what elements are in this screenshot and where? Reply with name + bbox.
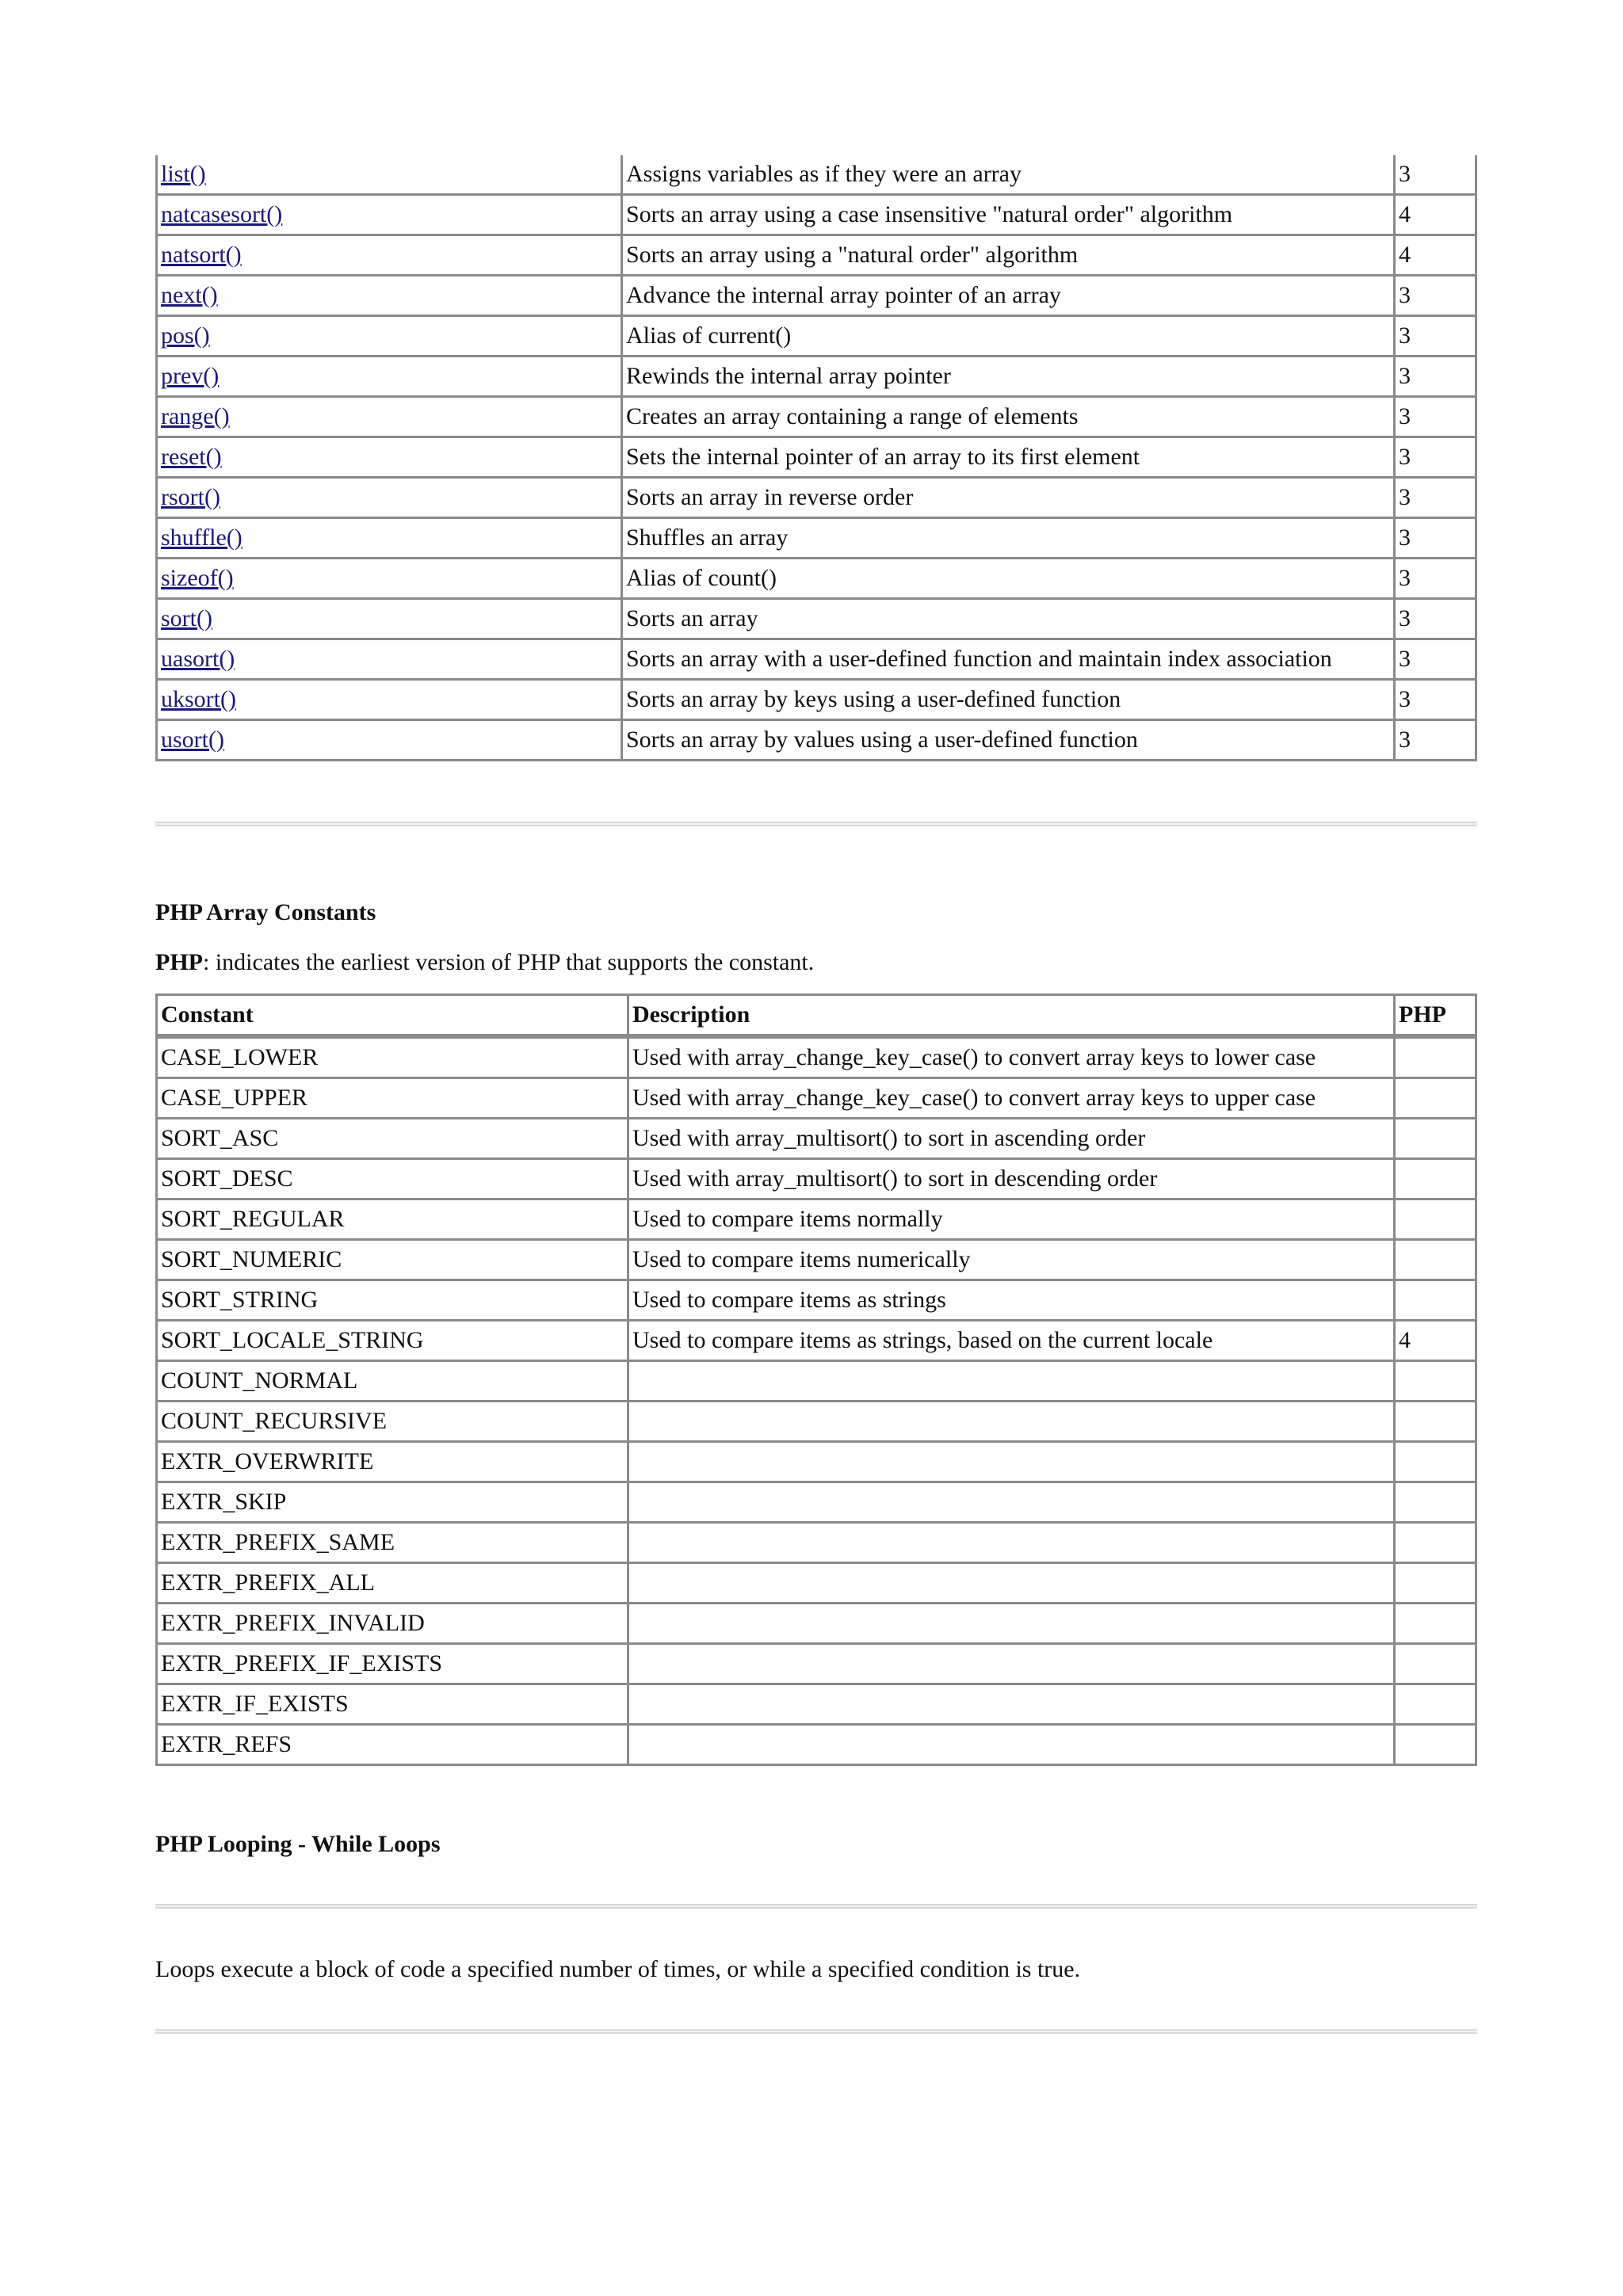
constant-name: EXTR_IF_EXISTS bbox=[155, 1685, 629, 1726]
constant-php-version bbox=[1396, 1036, 1477, 1079]
constant-php-version bbox=[1396, 1200, 1477, 1241]
constant-php-version bbox=[1396, 1685, 1477, 1726]
constant-row bbox=[155, 1726, 1477, 1766]
constant-description bbox=[629, 1402, 1396, 1443]
function-description: Sorts an array using a "natural order" algorithm bbox=[623, 236, 1396, 277]
constant-row bbox=[155, 1119, 1477, 1160]
function-description: Shuffles an array bbox=[623, 519, 1396, 559]
horizontal-rule bbox=[155, 2029, 1477, 2034]
constant-description: Used to compare items normally bbox=[629, 1200, 1396, 1241]
constant-php-version bbox=[1396, 1564, 1477, 1604]
constant-php-version bbox=[1396, 1281, 1477, 1322]
function-link[interactable]: sizeof() bbox=[161, 565, 234, 591]
constant-description: Used with array_multisort() to sort in ascending order bbox=[629, 1119, 1396, 1160]
function-name-cell bbox=[155, 196, 623, 236]
page-content bbox=[155, 155, 1477, 2034]
constant-php-version bbox=[1396, 1604, 1477, 1645]
constant-row bbox=[155, 1645, 1477, 1685]
constants-header-description: Description bbox=[629, 994, 1396, 1036]
constant-row bbox=[155, 1160, 1477, 1200]
constant-name: SORT_REGULAR bbox=[155, 1200, 629, 1241]
function-php-version: 3 bbox=[1396, 357, 1477, 398]
function-name-cell bbox=[155, 479, 623, 519]
function-row bbox=[155, 559, 1477, 600]
constant-php-version bbox=[1396, 1726, 1477, 1766]
function-name-cell bbox=[155, 236, 623, 277]
function-name-cell bbox=[155, 559, 623, 600]
constant-row bbox=[155, 1564, 1477, 1604]
constant-description bbox=[629, 1564, 1396, 1604]
constant-row bbox=[155, 1524, 1477, 1564]
function-row bbox=[155, 236, 1477, 277]
function-link[interactable]: uksort() bbox=[161, 686, 236, 712]
function-name-cell bbox=[155, 357, 623, 398]
constant-name: EXTR_SKIP bbox=[155, 1483, 629, 1524]
function-name-cell bbox=[155, 519, 623, 559]
function-name-cell bbox=[155, 721, 623, 761]
constant-description bbox=[629, 1483, 1396, 1524]
constant-name: EXTR_PREFIX_IF_EXISTS bbox=[155, 1645, 629, 1685]
constant-description: Used to compare items as strings, based on the current locale bbox=[629, 1322, 1396, 1362]
constant-php-version bbox=[1396, 1483, 1477, 1524]
function-description: Alias of count() bbox=[623, 559, 1396, 600]
function-link[interactable]: usort() bbox=[161, 727, 224, 753]
looping-heading: PHP Looping - While Loops bbox=[155, 1831, 441, 1857]
function-description: Alias of current() bbox=[623, 317, 1396, 357]
function-row bbox=[155, 519, 1477, 559]
function-php-version: 3 bbox=[1396, 277, 1477, 317]
constant-name: CASE_LOWER bbox=[155, 1036, 629, 1079]
function-description: Sorts an array by keys using a user-defined function bbox=[623, 681, 1396, 721]
function-php-version: 3 bbox=[1396, 479, 1477, 519]
function-description: Sorts an array by values using a user-defined function bbox=[623, 721, 1396, 761]
function-description: Sorts an array with a user-defined function and maintain index association bbox=[623, 640, 1396, 681]
function-name-cell bbox=[155, 600, 623, 640]
function-php-version: 3 bbox=[1396, 640, 1477, 681]
function-row bbox=[155, 438, 1477, 479]
constant-row bbox=[155, 1036, 1477, 1079]
function-link[interactable]: sort() bbox=[161, 605, 212, 631]
constant-row bbox=[155, 1241, 1477, 1281]
constant-description: Used with array_change_key_case() to convert array keys to lower case bbox=[629, 1036, 1396, 1079]
function-name-cell bbox=[155, 640, 623, 681]
constant-php-version bbox=[1396, 1241, 1477, 1281]
function-php-version: 3 bbox=[1396, 519, 1477, 559]
constant-name: CASE_UPPER bbox=[155, 1079, 629, 1119]
constant-description bbox=[629, 1443, 1396, 1483]
function-description: Sorts an array in reverse order bbox=[623, 479, 1396, 519]
function-php-version: 3 bbox=[1396, 681, 1477, 721]
constant-description: Used to compare items as strings bbox=[629, 1281, 1396, 1322]
constant-name: EXTR_PREFIX_INVALID bbox=[155, 1604, 629, 1645]
function-link[interactable]: pos() bbox=[161, 322, 210, 349]
constant-name: SORT_DESC bbox=[155, 1160, 629, 1200]
constant-php-version bbox=[1396, 1524, 1477, 1564]
function-php-version: 3 bbox=[1396, 559, 1477, 600]
constant-name: SORT_ASC bbox=[155, 1119, 629, 1160]
constant-description bbox=[629, 1362, 1396, 1402]
constant-php-version bbox=[1396, 1160, 1477, 1200]
constant-description bbox=[629, 1685, 1396, 1726]
constant-name: SORT_NUMERIC bbox=[155, 1241, 629, 1281]
constants-note-text: : indicates the earliest version of PHP that supports the constant. bbox=[203, 949, 815, 975]
function-link[interactable]: shuffle() bbox=[161, 524, 242, 551]
array-constants-table bbox=[155, 994, 1477, 1766]
looping-intro: Loops execute a block of code a specified number of times, or while a specified condition is true. bbox=[155, 1956, 1081, 1982]
constants-heading: PHP Array Constants bbox=[155, 899, 376, 925]
constant-row bbox=[155, 1685, 1477, 1726]
constant-row bbox=[155, 1483, 1477, 1524]
constants-header-constant: Constant bbox=[155, 994, 629, 1036]
function-row bbox=[155, 479, 1477, 519]
constant-row bbox=[155, 1079, 1477, 1119]
constant-php-version bbox=[1396, 1645, 1477, 1685]
constants-note bbox=[155, 951, 1477, 974]
function-link[interactable]: natcasesort() bbox=[161, 201, 283, 227]
function-row bbox=[155, 640, 1477, 681]
function-row bbox=[155, 277, 1477, 317]
constant-row bbox=[155, 1281, 1477, 1322]
function-row bbox=[155, 600, 1477, 640]
function-name-cell bbox=[155, 277, 623, 317]
constant-description bbox=[629, 1726, 1396, 1766]
constant-php-version bbox=[1396, 1402, 1477, 1443]
function-description: Creates an array containing a range of elements bbox=[623, 398, 1396, 438]
function-php-version: 3 bbox=[1396, 438, 1477, 479]
function-name-cell bbox=[155, 438, 623, 479]
constant-name: COUNT_RECURSIVE bbox=[155, 1402, 629, 1443]
array-functions-table bbox=[155, 155, 1477, 761]
constant-name: EXTR_PREFIX_SAME bbox=[155, 1524, 629, 1564]
function-php-version: 3 bbox=[1396, 317, 1477, 357]
function-link[interactable]: prev() bbox=[161, 363, 220, 389]
constant-php-version bbox=[1396, 1119, 1477, 1160]
function-name-cell bbox=[155, 155, 623, 196]
function-row bbox=[155, 317, 1477, 357]
function-name-cell bbox=[155, 317, 623, 357]
function-name-cell bbox=[155, 398, 623, 438]
constant-description bbox=[629, 1604, 1396, 1645]
constant-php-version: 4 bbox=[1396, 1322, 1477, 1362]
function-name-cell bbox=[155, 681, 623, 721]
function-link[interactable]: list() bbox=[161, 161, 206, 187]
constant-name: EXTR_PREFIX_ALL bbox=[155, 1564, 629, 1604]
function-row bbox=[155, 357, 1477, 398]
function-description: Rewinds the internal array pointer bbox=[623, 357, 1396, 398]
function-php-version: 3 bbox=[1396, 721, 1477, 761]
constant-row bbox=[155, 1200, 1477, 1241]
constant-row bbox=[155, 1443, 1477, 1483]
function-link[interactable]: rsort() bbox=[161, 484, 220, 510]
function-php-version: 4 bbox=[1396, 236, 1477, 277]
constant-name: SORT_STRING bbox=[155, 1281, 629, 1322]
constant-row bbox=[155, 1604, 1477, 1645]
function-row bbox=[155, 398, 1477, 438]
constant-description: Used with array_multisort() to sort in descending order bbox=[629, 1160, 1396, 1200]
constant-description: Used to compare items numerically bbox=[629, 1241, 1396, 1281]
function-link[interactable]: uasort() bbox=[161, 646, 235, 672]
constant-description bbox=[629, 1524, 1396, 1564]
constant-row bbox=[155, 1322, 1477, 1362]
function-description: Sorts an array bbox=[623, 600, 1396, 640]
function-link[interactable]: range() bbox=[161, 403, 230, 429]
constant-name: EXTR_REFS bbox=[155, 1726, 629, 1766]
function-description: Advance the internal array pointer of an array bbox=[623, 277, 1396, 317]
function-php-version: 3 bbox=[1396, 398, 1477, 438]
function-description: Sets the internal pointer of an array to its first element bbox=[623, 438, 1396, 479]
function-php-version: 3 bbox=[1396, 600, 1477, 640]
constant-description: Used with array_change_key_case() to convert array keys to upper case bbox=[629, 1079, 1396, 1119]
function-link[interactable]: natsort() bbox=[161, 242, 242, 268]
constant-description bbox=[629, 1645, 1396, 1685]
constant-name: SORT_LOCALE_STRING bbox=[155, 1322, 629, 1362]
constants-header-php: PHP bbox=[1396, 994, 1477, 1036]
function-row bbox=[155, 681, 1477, 721]
constant-php-version bbox=[1396, 1443, 1477, 1483]
function-description: Sorts an array using a case insensitive "natural order" algorithm bbox=[623, 196, 1396, 236]
function-link[interactable]: reset() bbox=[161, 444, 222, 470]
constant-php-version bbox=[1396, 1362, 1477, 1402]
function-row bbox=[155, 196, 1477, 236]
constant-name: EXTR_OVERWRITE bbox=[155, 1443, 629, 1483]
function-description: Assigns variables as if they were an array bbox=[623, 155, 1396, 196]
constant-name: COUNT_NORMAL bbox=[155, 1362, 629, 1402]
constants-header-row bbox=[155, 994, 1477, 1036]
array-functions-body bbox=[155, 155, 1477, 761]
function-row bbox=[155, 155, 1477, 196]
function-php-version: 4 bbox=[1396, 196, 1477, 236]
constant-row bbox=[155, 1402, 1477, 1443]
function-link[interactable]: next() bbox=[161, 282, 218, 308]
function-row bbox=[155, 721, 1477, 761]
constants-note-bold: PHP bbox=[155, 949, 203, 975]
function-php-version: 3 bbox=[1396, 155, 1477, 196]
constant-row bbox=[155, 1362, 1477, 1402]
constant-php-version bbox=[1396, 1079, 1477, 1119]
array-constants-body bbox=[155, 1036, 1477, 1766]
